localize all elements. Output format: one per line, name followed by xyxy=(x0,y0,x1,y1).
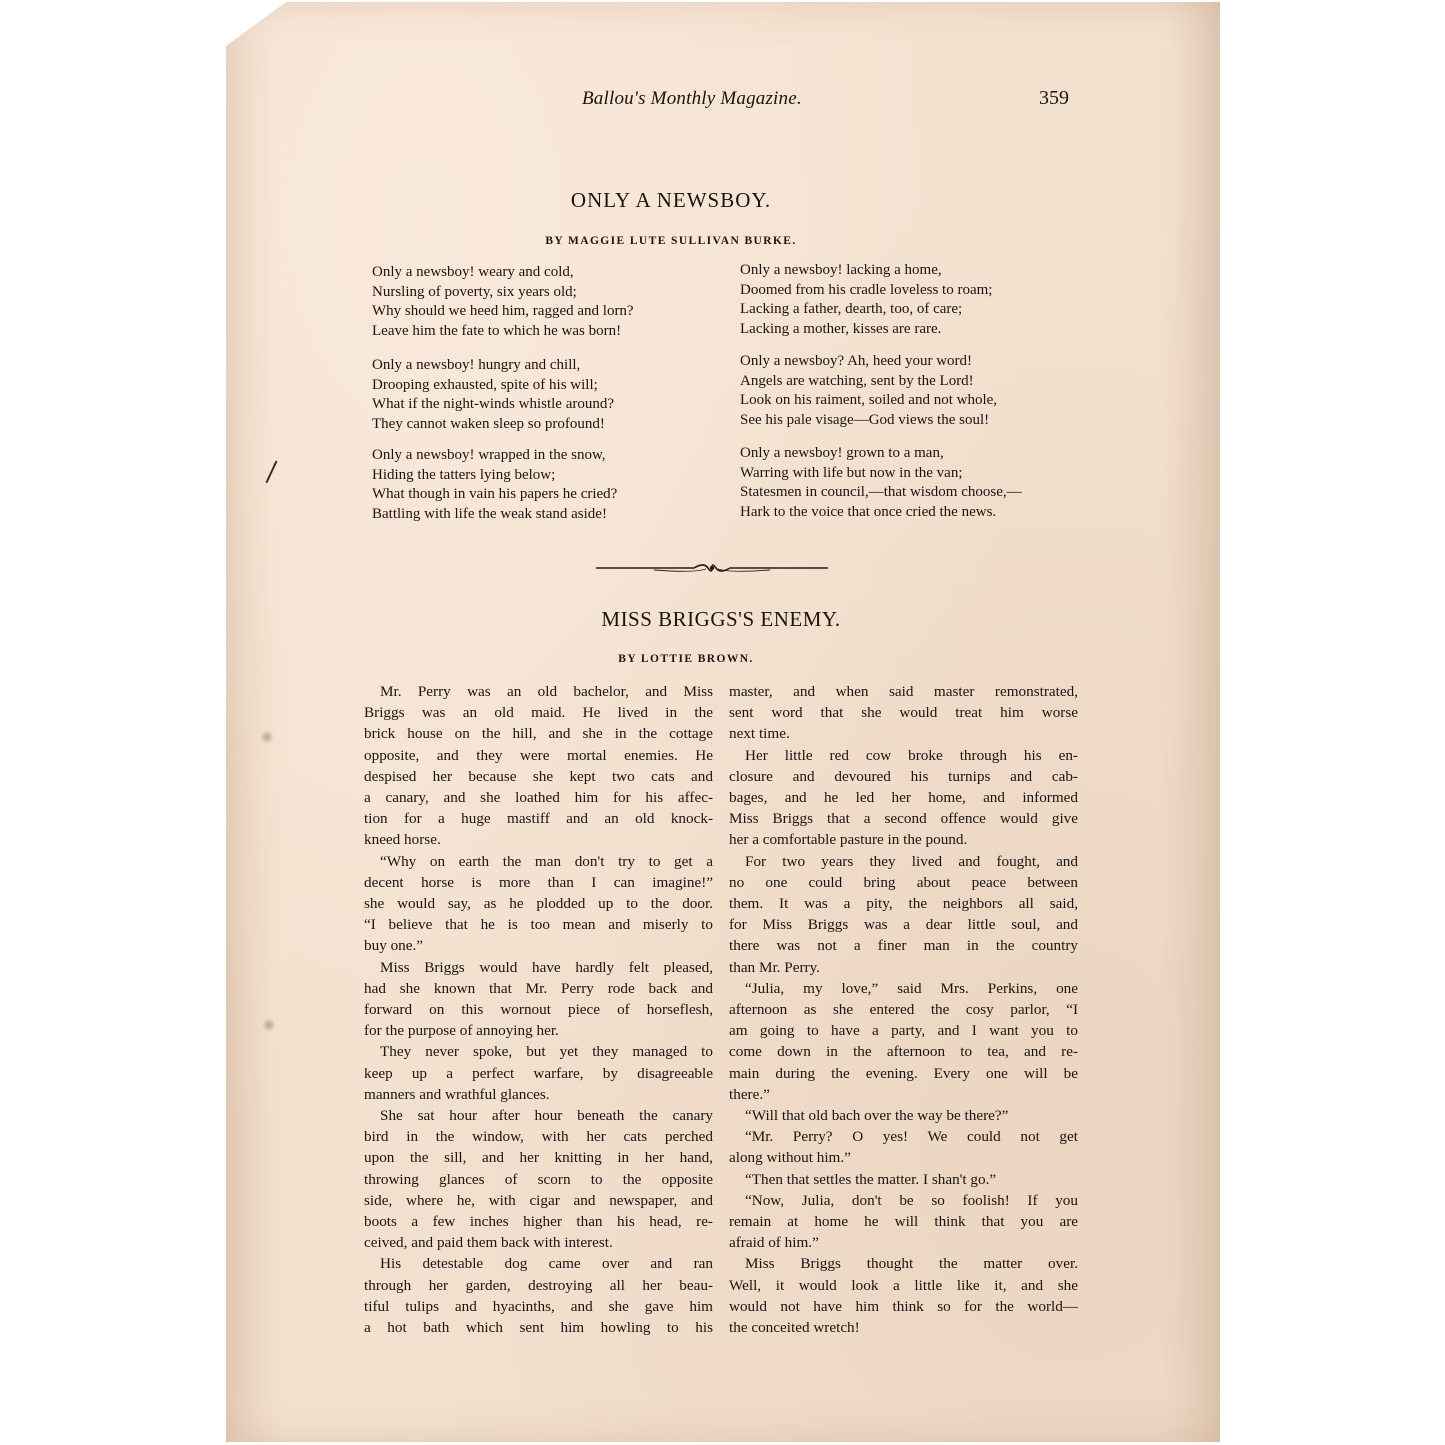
story-text-line: main during the evening. Every one will be xyxy=(729,1064,1078,1082)
binding-hole xyxy=(260,730,274,744)
story-text-line: bird in the window, with her cats perched xyxy=(364,1128,713,1146)
story-text-line: “Julia, my love,” said Mrs. Perkins, one xyxy=(745,979,1078,997)
poem-line: What though in vain his papers he cried? xyxy=(372,486,618,502)
story-text-line: Miss Briggs would have hardly felt pleased, xyxy=(380,958,713,976)
poem-byline: BY MAGGIE LUTE SULLIVAN BURKE. xyxy=(545,235,797,247)
poem-line: Doomed from his cradle loveless to roam; xyxy=(740,281,993,298)
poem-line: Nursling of poverty, six years old; xyxy=(372,283,577,300)
poem-line: Only a newsboy! hungry and chill, xyxy=(372,357,581,373)
poem-line: Only a newsboy! wrapped in the snow, xyxy=(372,447,606,463)
magazine-name: Ballou's Monthly Magazine. xyxy=(582,88,802,109)
poem-line: Hiding the tatters lying below; xyxy=(372,466,556,483)
story-text-line: tiful tulips and hyacinths, and she gave him xyxy=(364,1297,713,1315)
page-number: 359 xyxy=(1039,87,1069,109)
story-text-line: keep up a perfect warfare, by disagreeable xyxy=(364,1064,713,1082)
story-text-line: buy one.” xyxy=(364,937,424,955)
story-text-line: than Mr. Perry. xyxy=(729,958,820,976)
story-title: MISS BRIGGS'S ENEMY. xyxy=(601,607,841,631)
story-text-line: “Now, Julia, don't be so foolish! If you xyxy=(745,1191,1078,1209)
poem-stanza xyxy=(740,352,997,430)
story-text-line: “Mr. Perry? O yes! We could not get xyxy=(745,1128,1078,1146)
story-text-line: a canary, and she loathed him for his affec- xyxy=(364,789,713,807)
poem-line: Lacking a mother, kisses are rare. xyxy=(740,320,942,337)
story-text-line: bages, and he led her home, and informed xyxy=(729,789,1078,807)
story-text-line: Well, it would look a little like it, and she xyxy=(729,1276,1078,1294)
folded-corner xyxy=(226,2,286,46)
story-text-line: the conceited wretch! xyxy=(729,1319,860,1337)
poem-line: Statesmen in council,—that wisdom choose,— xyxy=(740,484,1022,500)
binding-hole xyxy=(262,1018,276,1032)
story-text-line: next time. xyxy=(729,725,790,743)
poem-stanza xyxy=(740,444,1022,522)
story-text-line: side, where he, with cigar and newspaper, and xyxy=(364,1191,713,1209)
poem-stanza xyxy=(372,446,617,524)
poem-line: Leave him the fate to which he was born! xyxy=(372,322,622,339)
story-text-line: closure and devoured his turnips and cab- xyxy=(729,767,1078,785)
story-text-line: For two years they lived and fought, and xyxy=(745,852,1078,870)
poem-line: Hark to the voice that once cried the news. xyxy=(740,503,997,520)
poem-line: Only a newsboy! weary and cold, xyxy=(372,264,574,280)
poem-line: Warring with life but now in the van; xyxy=(740,464,963,481)
ornamental-divider xyxy=(594,558,830,578)
story-text-line: master, and when said master remonstrated, xyxy=(729,683,1078,700)
story-text-line: for the purpose of annoying her. xyxy=(364,1022,559,1040)
story-right-column xyxy=(729,681,1078,1338)
story-text-line: am going to have a party, and I want you to xyxy=(729,1022,1078,1040)
story-text-line: They never spoke, but yet they managed to xyxy=(380,1043,713,1061)
story-text-line: decent horse is more than I can imagine!” xyxy=(364,873,713,891)
story-text-line: she would say, as he plodded up to the door. xyxy=(364,895,713,913)
story-text-line: kneed horse. xyxy=(364,831,441,849)
story-text-line: “Then that settles the matter. I shan't go.” xyxy=(745,1170,997,1188)
poem-line: What if the night-winds whistle around? xyxy=(372,396,615,412)
story-text-line: Her little red cow broke through his en- xyxy=(745,746,1078,764)
poem-line: Only a newsboy! lacking a home, xyxy=(740,262,942,278)
story-text-line: sent word that she would treat him worse xyxy=(729,704,1078,722)
story-text-line: boots a few inches higher than his head, re- xyxy=(364,1213,713,1231)
poem-stanza xyxy=(372,356,614,434)
story-text-line: no one could bring about peace between xyxy=(729,873,1078,891)
poem-line: Look on his raiment, soiled and not whole, xyxy=(740,392,998,408)
story-text-line: manners and wrathful glances. xyxy=(364,1085,550,1103)
story-text-line: afternoon as she entered the cosy parlor, “I xyxy=(729,1001,1078,1019)
poem-line: Lacking a father, dearth, too, of care; xyxy=(740,301,963,317)
story-text-line: despised her because she kept two cats and xyxy=(364,767,713,785)
poem-line: Only a newsboy? Ah, heed your word! xyxy=(740,353,973,369)
poem-line: See his pale visage—God views the soul! xyxy=(740,411,990,428)
story-text-line: come down in the afternoon to tea, and re- xyxy=(729,1043,1078,1061)
story-text-line: remain at home he will think that you are xyxy=(729,1213,1078,1231)
story-text-line: there was not a finer man in the country xyxy=(729,937,1078,955)
story-text-line: “I believe that he is too mean and miserly to xyxy=(364,916,713,934)
poem-stanza xyxy=(740,261,992,339)
story-text-line: through her garden, destroying all her beau- xyxy=(364,1276,713,1294)
poem-line: Drooping exhausted, spite of his will; xyxy=(372,376,598,393)
story-text-line: her a comfortable pasture in the pound. xyxy=(729,831,968,849)
story-text-line: a hot bath which sent him howling to his xyxy=(364,1319,713,1337)
story-text-line: Mr. Perry was an old bachelor, and Miss xyxy=(380,683,713,700)
story-text-line: forward on this wornout piece of horseflesh, xyxy=(364,1001,713,1019)
story-text-line: Miss Briggs that a second offence would give xyxy=(729,810,1078,828)
poem-line: Battling with life the weak stand aside! xyxy=(372,505,607,522)
story-text-line: afraid of him.” xyxy=(729,1234,819,1252)
poem-line: They cannot waken sleep so profound! xyxy=(372,415,605,432)
story-text-line: Briggs was an old maid. He lived in the xyxy=(364,704,713,722)
pencil-mark xyxy=(265,461,286,488)
poem-line: Angels are watching, sent by the Lord! xyxy=(740,372,974,389)
story-text-line: upon the sill, and her knitting in her hand, xyxy=(364,1149,713,1167)
story-text-line: would not have him think so for the world— xyxy=(729,1297,1078,1315)
story-text-line: “Will that old bach over the way be there?” xyxy=(745,1107,1009,1125)
poem-stanza xyxy=(372,263,634,341)
story-left-column xyxy=(364,681,713,1338)
story-text-line: brick house on the hill, and she in the cottage xyxy=(364,725,713,743)
story-text-line: along without him.” xyxy=(729,1149,851,1167)
story-text-line: them. It was a pity, the neighbors all said, xyxy=(729,895,1078,913)
story-text-line: “Why on earth the man don't try to get a xyxy=(380,852,713,870)
story-text-line: ceived, and paid them back with interest. xyxy=(364,1234,613,1252)
story-text-line: tion for a huge mastiff and an old knock- xyxy=(364,810,713,828)
poem-line: Only a newsboy! grown to a man, xyxy=(740,445,944,461)
magazine-page xyxy=(226,2,1220,1442)
story-text-line: had she known that Mr. Perry rode back and xyxy=(364,979,713,997)
poem-title: ONLY A NEWSBOY. xyxy=(570,188,772,212)
poem-line: Why should we heed him, ragged and lorn? xyxy=(372,303,634,319)
story-text-line: His detestable dog came over and ran xyxy=(380,1255,713,1273)
story-byline: BY LOTTIE BROWN. xyxy=(618,653,754,665)
story-text-line: there.” xyxy=(729,1085,770,1103)
story-text-line: opposite, and they were mortal enemies. He xyxy=(364,746,713,764)
story-text-line: She sat hour after hour beneath the canary xyxy=(380,1107,713,1125)
story-text-line: for Miss Briggs was a dear little soul, and xyxy=(729,916,1078,934)
story-text-line: throwing glances of scorn to the opposite xyxy=(364,1170,713,1188)
story-text-line: Miss Briggs thought the matter over. xyxy=(745,1255,1078,1273)
